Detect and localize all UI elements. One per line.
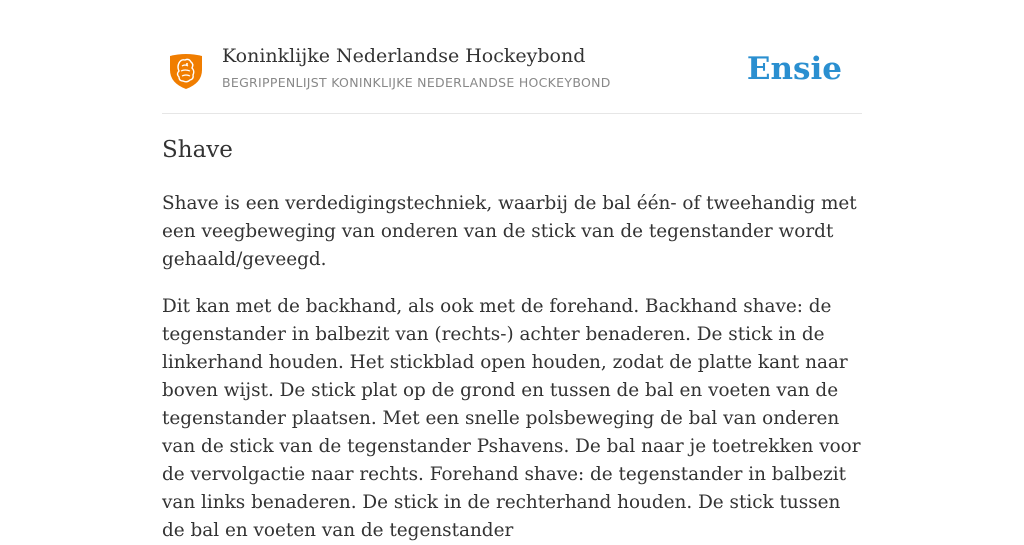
definition-paragraph: Dit kan met de backhand, als ook met de forehand. Backhand shave: de tegenstander in balbezit van (rechts-) achter benaderen. De stick in de linkerhand houden. Het stickblad open houden, zodat de platte kant naar boven wijst. De stick plat op de grond en tussen de bal en voeten van de tegenstander plaatsen. Met een snelle polsbeweging de bal van onderen van de stick van de tegenstander Pshavens. De bal naar je toetrekken voor de vervolgactie naar rechts. Forehand shave: de tegenstander in balbezit van links benaderen. De stick in de rechterhand houden. De stick tussen de bal en voeten van de tegenstander — [162, 296, 861, 541]
ensie-logo[interactable]: Ensie — [746, 51, 842, 87]
page-title: Shave — [162, 137, 233, 163]
glossary-subtitle[interactable]: BEGRIPPENLIJST KONINKLIJKE NEDERLANDSE HOCKEYBOND — [222, 75, 611, 90]
organization-name[interactable]: Koninklijke Nederlandse Hockeybond — [222, 45, 586, 67]
definition-paragraph: Shave is een verdedigingstechniek, waarbij de bal één- of tweehandig met een veegbeweging van onderen van de stick van de tegenstander wordt gehaald/geveegd. — [162, 193, 857, 270]
content-container — [162, 0, 862, 541]
knhb-logo-icon[interactable] — [168, 52, 204, 90]
site-header — [162, 0, 862, 114]
